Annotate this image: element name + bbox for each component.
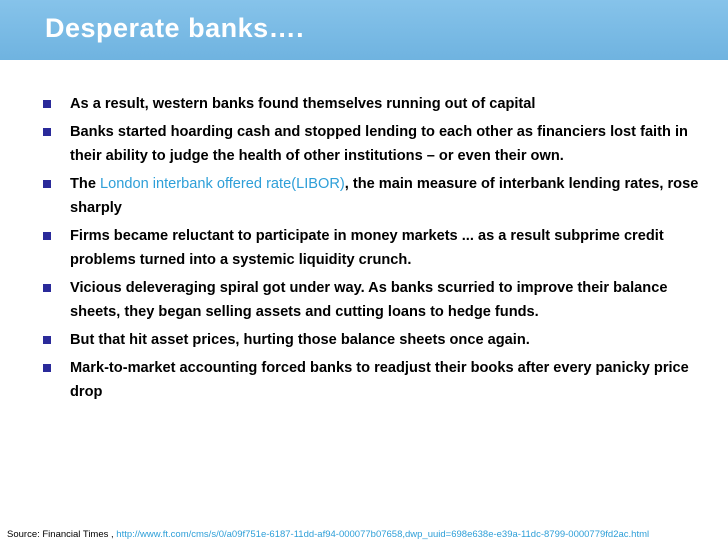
- libor-link[interactable]: London interbank offered rate(LIBOR): [100, 176, 345, 192]
- slide-title: Desperate banks….: [45, 13, 305, 43]
- bullet-item: [40, 172, 700, 220]
- square-bullet-icon: [43, 232, 51, 240]
- bullet-item: [40, 224, 700, 272]
- square-bullet-icon: [43, 128, 51, 136]
- square-bullet-icon: [43, 100, 51, 108]
- bullet-item: [40, 276, 700, 324]
- bullet-text: But that hit asset prices, hurting those balance sheets once again.: [70, 332, 530, 348]
- bullet-text-prefix: The: [70, 176, 100, 192]
- bullet-item: [40, 328, 700, 352]
- title-bar: [0, 0, 728, 60]
- bullet-list: [40, 92, 700, 408]
- bullet-text: As a result, western banks found themselves running out of capital: [70, 96, 536, 112]
- source-url-link[interactable]: http://www.ft.com/cms/s/0/a09f751e-6187-11dd-af94-000077b07658,dwp_uuid=698e638e-e39a-11dc-8799-0000779fd2ac.html: [116, 529, 650, 540]
- bullet-text: Vicious deleveraging spiral got under way. As banks scurried to improve their balance sheets, they began selling assets and cutting loans to hedge funds.: [70, 280, 668, 320]
- source-citation: [7, 529, 649, 540]
- bullet-text: Mark-to-market accounting forced banks to readjust their books after every panicky price drop: [70, 360, 689, 400]
- bullet-item: [40, 92, 700, 116]
- square-bullet-icon: [43, 364, 51, 372]
- bullet-text: Firms became reluctant to participate in money markets ... as a result subprime credit problems turned into a systemic liquidity crunch.: [70, 228, 664, 268]
- bullet-item: [40, 120, 700, 168]
- square-bullet-icon: [43, 180, 51, 188]
- square-bullet-icon: [43, 284, 51, 292]
- square-bullet-icon: [43, 336, 51, 344]
- bullet-text: Banks started hoarding cash and stopped lending to each other as financiers lost faith in their ability to judge the health of other institutions – or even their own.: [70, 124, 688, 164]
- bullet-item: [40, 356, 700, 404]
- bullet-text-suffix: , the main measure of interbank lending rates, rose sharply: [70, 176, 699, 216]
- source-label: Source: Financial Times ,: [7, 529, 117, 540]
